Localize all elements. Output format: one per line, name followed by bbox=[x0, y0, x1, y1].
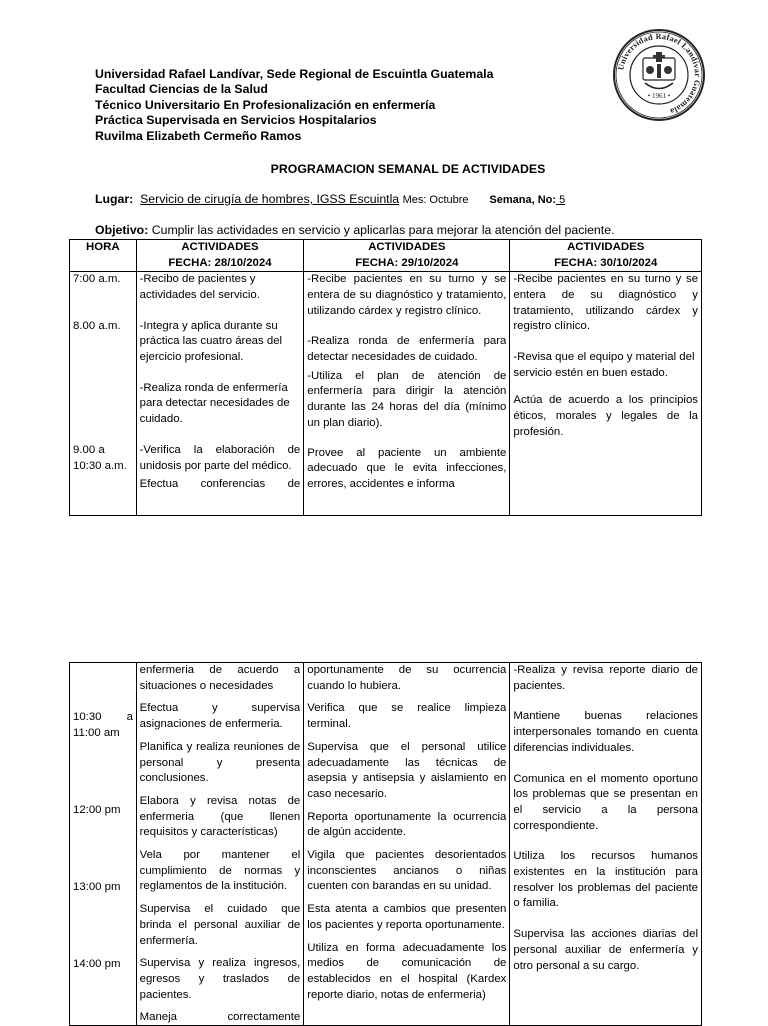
location-line bbox=[95, 192, 565, 206]
student-name: Ruvilma Elizabeth Cermeño Ramos bbox=[95, 128, 302, 143]
activity-item: Reporta oportunamente la ocurrencia de algún accidente. bbox=[307, 810, 507, 839]
location-value: Servicio de cirugía de hombres, IGSS Escuintla bbox=[140, 192, 400, 206]
activity-item: Supervisa que el personal utilice adecuadamente las técnicas de asepsia y antisepsia y aislamiento en caso necesario. bbox=[307, 740, 507, 800]
location-label: Lugar: bbox=[95, 192, 134, 206]
week-label: Semana, No: bbox=[489, 194, 557, 206]
activity-item: -Recibe pacientes en su turno y se entera de su diagnóstico y tratamiento, utilizando cárdex y registro clínico. bbox=[307, 273, 507, 317]
hour-entry: 12:00 pm bbox=[73, 804, 121, 816]
university-seal-logo bbox=[612, 28, 706, 122]
activity-item: oportunamente de su ocurrencia cuando lo hubiera. bbox=[307, 664, 507, 692]
activity-item: -Realiza ronda de enfermería para detectar necesidades de cuidado. bbox=[139, 381, 290, 426]
document-title: PROGRAMACION SEMANAL DE ACTIVIDADES bbox=[270, 162, 546, 176]
hour-entry: 13:00 pm bbox=[73, 881, 121, 893]
activity-item: Mantiene buenas relaciones interpersonales tomando en cuenta diferencias individuales. bbox=[513, 710, 698, 754]
activity-item: Maneja correctamente bbox=[139, 1011, 301, 1024]
activity-item: -Utiliza el plan de atención de enfermería para dirigir la atención durante las 24 horas del día (mínimo un plan diario). bbox=[307, 369, 507, 429]
activity-item: Vigila que pacientes desorientados inconscientes ancianos o niñas cuenten con barandas en su unidad. bbox=[307, 849, 507, 893]
month-value: Octubre bbox=[429, 194, 469, 206]
activities-col1-cell bbox=[136, 272, 304, 516]
col1-date: FECHA: 28/10/2024 bbox=[168, 256, 272, 269]
activity-item: Provee al paciente un ambiente adecuado que le evita infecciones, errores, accidentes e informa bbox=[307, 446, 507, 490]
header-hora: HORA bbox=[70, 240, 137, 272]
hour-entry: 10:30 a 11:00 am bbox=[73, 711, 133, 739]
activity-item: -Revisa que el equipo y material del servicio estén en buen estado. bbox=[513, 351, 695, 379]
hour-entry: 7:00 a.m. bbox=[73, 273, 121, 286]
activity-item: Utiliza los recursos humanos existentes en la institución para resolver los problemas del paciente o familia. bbox=[513, 850, 698, 910]
activities-col1-cell bbox=[136, 663, 304, 1026]
hour-entry: 8.00 a.m. bbox=[73, 320, 121, 333]
objective-label: Objetivo: bbox=[95, 223, 149, 237]
table-row bbox=[70, 663, 702, 1026]
activity-item: Esta atenta a cambios que presenten los pacientes y reporta oportunamente. bbox=[307, 903, 507, 931]
objective-line bbox=[95, 223, 614, 237]
schedule-table-part2 bbox=[69, 662, 702, 1026]
activity-item: Supervisa el cuidado que brinda el personal auxiliar de enfermería. bbox=[139, 903, 301, 947]
activity-item: Utiliza en forma adecuadamente los medios de comunicación de establecidos en el hospital (Kardex reporte diario, notas de enfermeria) bbox=[307, 941, 507, 1001]
faculty-name: Facultad Ciencias de la Salud bbox=[95, 82, 268, 97]
activity-item: Efectua y supervisa asignaciones de enfermeria. bbox=[139, 702, 301, 731]
activities-col2-cell bbox=[304, 663, 510, 1026]
activity-item: Vela por mantener el cumplimiento de normas y reglamentos de la institución. bbox=[139, 849, 301, 893]
university-name: Universidad Rafael Landívar, Sede Regional de Escuintla Guatemala bbox=[95, 67, 494, 81]
month-label: Mes: bbox=[402, 194, 427, 206]
hour-entry: 9.00 a 10:30 a.m. bbox=[73, 444, 127, 472]
activity-item: enfermeria de acuerdo a situaciones o necesidades bbox=[139, 664, 301, 692]
col2-title: ACTIVIDADES bbox=[368, 241, 446, 253]
header-col3 bbox=[510, 240, 702, 272]
header-col1 bbox=[136, 240, 304, 272]
activity-item: Actúa de acuerdo a los principios éticos, morales y legales de la profesión. bbox=[513, 394, 698, 438]
hour-entry: 14:00 pm bbox=[73, 958, 121, 970]
activity-item: Planifica y realiza reuniones de personal y presenta conclusiones. bbox=[139, 740, 301, 785]
activity-item: Efectua conferencias de bbox=[139, 478, 301, 491]
activities-col3-cell bbox=[510, 272, 702, 516]
schedule-table-part1 bbox=[69, 239, 702, 516]
week-value: 5 bbox=[556, 194, 566, 206]
col1-title: ACTIVIDADES bbox=[181, 241, 259, 253]
col3-date: FECHA: 30/10/2024 bbox=[554, 256, 658, 269]
activity-item: -Realiza ronda de enfermería para detectar necesidades de cuidado. bbox=[307, 335, 507, 363]
document-header bbox=[95, 67, 493, 144]
activities-col3-cell bbox=[510, 663, 702, 1026]
practice-name: Práctica Supervisada en Servicios Hospitalarios bbox=[95, 113, 377, 128]
col2-date: FECHA: 29/10/2024 bbox=[355, 256, 459, 269]
activity-item: -Recibe pacientes en su turno y se entera de su diagnóstico y tratamiento, utilizando cárdex y registro clínico. bbox=[513, 273, 698, 333]
objective-text: Cumplir las actividades en servicio y aplicarlas para mejorar la atención del paciente. bbox=[151, 223, 615, 237]
col3-title: ACTIVIDADES bbox=[567, 241, 645, 253]
svg-text:Universidad Rafael Landívar Gu: Universidad Rafael Landívar Guatemala bbox=[616, 31, 703, 117]
header-col2 bbox=[304, 240, 510, 272]
activity-item: Supervisa y realiza ingresos, egresos y traslados de pacientes. bbox=[139, 957, 301, 1001]
activity-item: Elabora y revisa notas de enfermeria (que llenen requisitos y características) bbox=[139, 794, 301, 839]
activity-item: -Realiza y revisa reporte diario de pacientes. bbox=[513, 664, 698, 692]
activities-col2-cell bbox=[304, 272, 510, 516]
activity-item: -Recibo de pacientes y actividades del servicio. bbox=[139, 273, 260, 301]
program-name: Técnico Universitario En Profesionalización en enfermería bbox=[95, 97, 436, 112]
activity-item: Verifica que se realice limpieza terminal. bbox=[307, 702, 507, 731]
activity-item: Supervisa las acciones diarias del personal auxiliar de enfermería y otro personal a su cargo. bbox=[513, 928, 698, 972]
hora-cell bbox=[70, 663, 137, 1026]
activity-item: -Verifica la elaboración de unidosis por parte del médico. bbox=[139, 443, 301, 472]
activity-item: -Integra y aplica durante su práctica las cuatro áreas del ejercicio profesional. bbox=[139, 319, 283, 363]
svg-text:• 1961 •: • 1961 • bbox=[647, 92, 671, 100]
table-row bbox=[70, 272, 702, 516]
activity-item: Comunica en el momento oportuno los problemas que se presentan en el servicio a la persona correspondiente. bbox=[513, 772, 698, 832]
table-header-row bbox=[70, 240, 702, 272]
hora-cell bbox=[70, 272, 137, 516]
